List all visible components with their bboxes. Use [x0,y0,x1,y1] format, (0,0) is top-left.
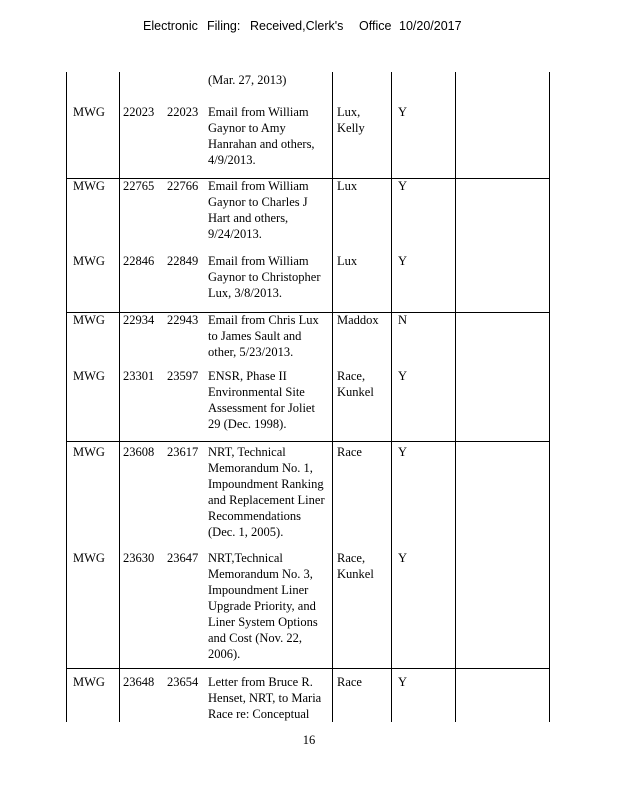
column-divider-witness [391,72,392,722]
header-date: 10/20/2017 [399,19,462,33]
column-divider-party [119,72,120,722]
begin-bates-cell: 23630 [123,551,155,565]
header-office: Office [359,19,392,33]
description-cell: Email from Chris Lux to James Sault and other, 5/23/2013. [208,313,319,359]
end-bates-cell: 22023 [167,105,199,119]
party-cell: MWG [73,551,105,565]
begin-bates-cell: 23301 [123,369,155,383]
begin-bates-cell: 22934 [123,313,155,327]
table-border-right [549,72,550,722]
description-cell: NRT,Technical Memorandum No. 3, Impoundment Liner Upgrade Priority, and Liner System Options and Cost (Nov. 22, 2006). [208,551,318,661]
description-cell: Email from William Gaynor to Amy Hanrahan and others, 4/9/2013. [208,105,315,167]
witness-cell: Lux [337,254,358,268]
begin-bates-cell: 23608 [123,445,155,459]
witness-cell: Race [337,445,362,459]
party-cell: MWG [73,105,105,119]
end-bates-cell: 22849 [167,254,199,268]
column-divider-flag [455,72,456,722]
header-electronic: Electronic [143,19,198,33]
header-received-clerks: Received,Clerk's [250,19,344,33]
end-bates-cell: 23597 [167,369,199,383]
party-cell: MWG [73,313,105,327]
flag-cell: N [398,313,408,327]
description-cell: Email from William Gaynor to Charles J Hart and others, 9/24/2013. [208,179,309,241]
witness-cell: Lux, Kelly [337,105,365,135]
party-cell: MWG [73,445,105,459]
description-cell: Letter from Bruce R. Henset, NRT, to Maria Race re: Conceptual [208,675,322,721]
row-divider [66,441,550,442]
row-divider [66,668,550,669]
end-bates-cell: 22766 [167,179,199,193]
party-cell: MWG [73,369,105,383]
exhibit-table [66,72,550,722]
page-number: 16 [302,733,316,747]
table-border-left [66,72,67,722]
witness-cell: Race, Kunkel [337,551,374,581]
flag-cell: Y [398,445,408,459]
flag-cell: Y [398,369,408,383]
begin-bates-cell: 22765 [123,179,155,193]
flag-cell: Y [398,254,408,268]
begin-bates-cell: 22023 [123,105,155,119]
party-cell: MWG [73,675,105,689]
flag-cell: Y [398,105,408,119]
description-cell: Email from William Gaynor to Christopher Lux, 3/8/2013. [208,254,321,300]
witness-cell: Maddox [337,313,379,327]
header-filing: Filing: [207,19,241,33]
witness-cell: Lux [337,179,358,193]
flag-cell: Y [398,179,408,193]
party-cell: MWG [73,254,105,268]
continued-description: (Mar. 27, 2013) [208,73,287,87]
end-bates-cell: 23654 [167,675,199,689]
begin-bates-cell: 23648 [123,675,155,689]
end-bates-cell: 23617 [167,445,199,459]
party-cell: MWG [73,179,105,193]
description-cell: NRT, Technical Memorandum No. 1, Impoundment Ranking and Replacement Liner Recommendations (Dec. 1, 2005). [208,445,325,539]
description-cell: ENSR, Phase II Environmental Site Assessment for Joliet 29 (Dec. 1998). [208,369,315,431]
begin-bates-cell: 22846 [123,254,155,268]
witness-cell: Race [337,675,362,689]
witness-cell: Race, Kunkel [337,369,374,399]
filing-header [0,19,618,39]
end-bates-cell: 23647 [167,551,199,565]
end-bates-cell: 22943 [167,313,199,327]
flag-cell: Y [398,551,408,565]
flag-cell: Y [398,675,408,689]
